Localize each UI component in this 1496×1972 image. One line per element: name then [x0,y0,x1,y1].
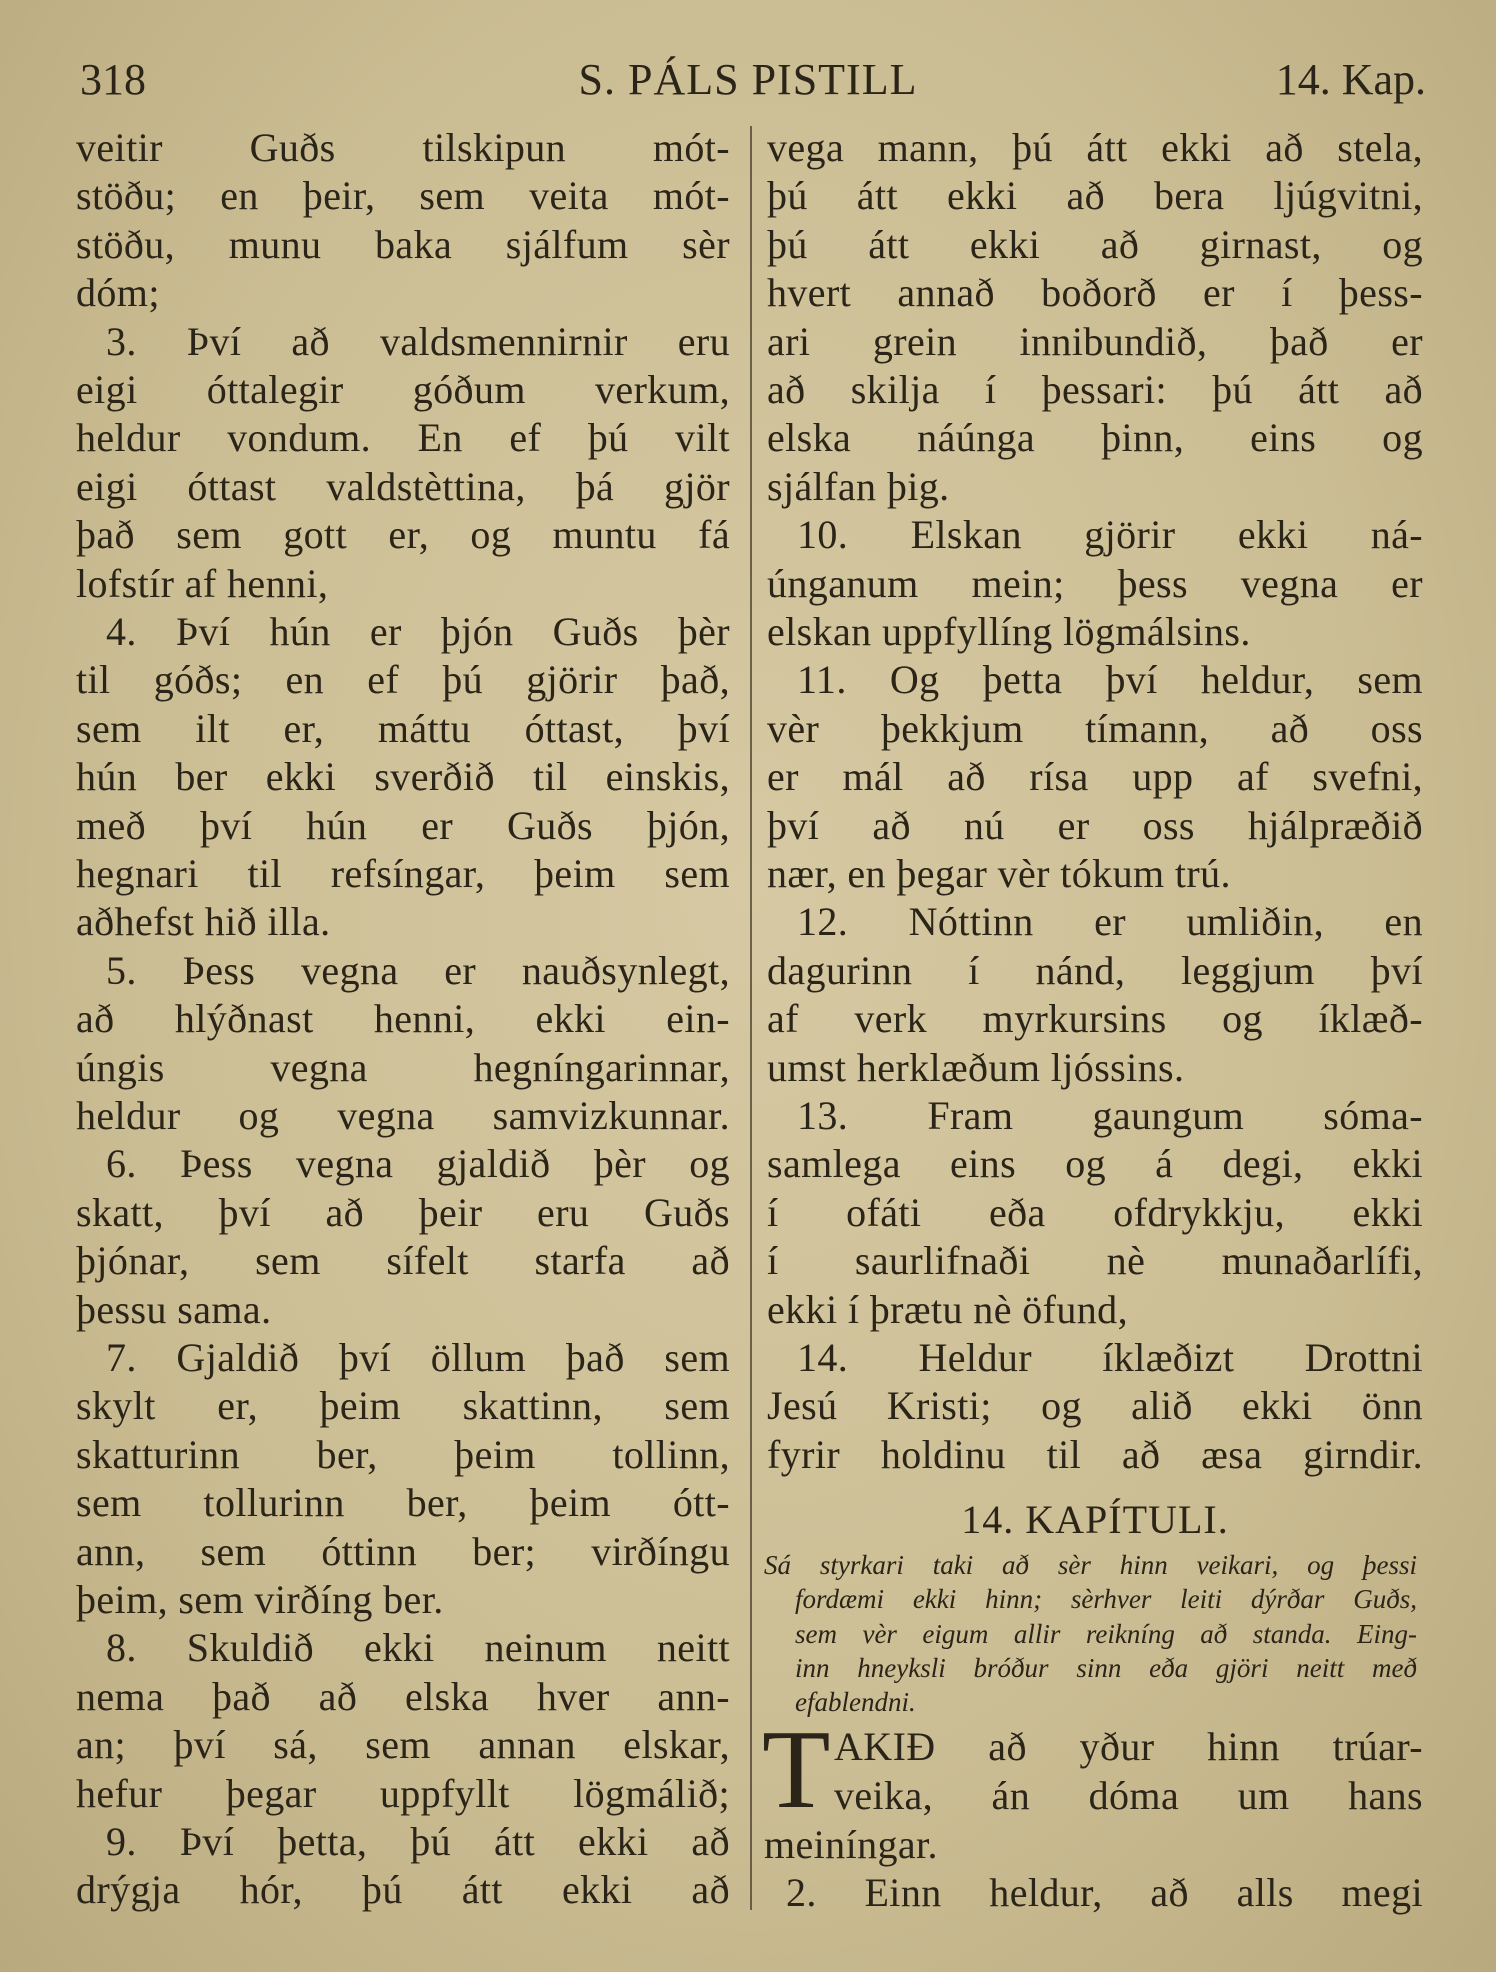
text-line: 11. Og þetta því heldur, sem [797,657,1423,703]
text-line: eigi óttast valdstèttina, þá gjör [76,463,730,509]
text-line: þjónar, sem sífelt starfa að [76,1238,730,1284]
drop-cap: T [762,1708,831,1832]
text-line: því að nú er oss hjálpræðið [767,802,1423,848]
text-line: heldur vondum. En ef þú vilt [76,415,730,461]
text-line: heldur og vegna samvizkunnar. [76,1093,730,1138]
text-line: sem tollurinn ber, þeim ótt- [76,1480,730,1526]
page-number: 318 [80,55,146,104]
text-line: hegnari til refsíngar, þeim sem [76,851,730,896]
text-line: þú átt ekki að bera ljúgvitni, [767,173,1423,219]
text-line: þú átt ekki að girnast, og [767,221,1423,267]
text-line: í ofáti eða ofdrykkju, ekki [767,1189,1423,1235]
text-line: hvert annað boðorð er í þess- [767,270,1423,316]
text-line: 3. Því að valdsmennirnir eru [106,318,730,364]
text-line: aðhefst hið illa. [76,899,331,945]
text-line: 10. Elskan gjörir ekki ná- [797,512,1423,558]
text-line: ann, sem óttinn ber; virðíngu [76,1528,730,1574]
chapter-text-line-4: 2. Einn heldur, að alls megi [786,1870,1423,1915]
chapter-text-line-1 [834,1723,1423,1771]
text-line: únganum mein; þess vegna er [767,560,1423,606]
text-line: 4. Því hún er þjón Guðs þèr [106,609,730,654]
text-line: í saurlifnaði nè munaðarlífi, [767,1238,1423,1284]
summary-line: Sá styrkari taki að sèr hinn veikari, og þessi [764,1550,1417,1580]
text-line: nema það að elska hver ann- [76,1673,730,1719]
text-line: an; því sá, sem annan elskar, [76,1722,730,1768]
summary-line: sem vèr eigum allir reikníng að standa. Eing- [795,1618,1417,1649]
summary-line: inn hneyksli bróður sinn eða gjöri neitt með [795,1652,1417,1683]
chapter-label: 14. Kap. [1275,55,1426,104]
text-line: af verk myrkursins og íklæð- [767,996,1423,1042]
text-line: þessu sama. [76,1286,272,1332]
text-line: er mál að rísa upp af svefni, [767,754,1423,800]
text-line: skatt, því að þeir eru Guðs [76,1189,730,1235]
text-line: 6. Þess vegna gjaldið þèr og [106,1141,730,1187]
text-line: 5. Þess vegna er nauðsynlegt, [106,947,730,993]
text-line: elskan uppfyllíng lögmálsins. [767,609,1251,654]
column-divider [750,126,752,1910]
text-line: skatturinn ber, þeim tollinn, [76,1431,730,1477]
text-line: úngis vegna hegníngarinnar, [76,1044,730,1090]
text-line: umst herklæðum ljóssins. [767,1044,1185,1090]
text-line: hefur þegar uppfyllt lögmálið; [76,1770,730,1816]
text-line: að skilja í þessari: þú átt að [767,367,1423,412]
text-line: 9. Því þetta, þú átt ekki að [106,1819,730,1864]
text-line: það sem gott er, og muntu fá [76,512,730,558]
text-line: lofstír af henni, [76,560,329,606]
first-word: AKIÐ [834,1724,936,1769]
text-line: sjálfan þig. [767,463,950,509]
text-line: hún ber ekki sverðið til einskis, [76,754,730,800]
text-line: að hlýðnast henni, ekki ein- [76,996,730,1042]
chapter-heading: 14. KAPÍTULI. [961,1497,1229,1542]
text-line: skylt er, þeim skattinn, sem [76,1383,730,1429]
text-line: vega mann, þú átt ekki að stela, [767,125,1423,170]
text-line: 12. Nóttinn er umliðin, en [797,899,1423,945]
summary-line: efablendni. [795,1687,916,1718]
chapter-text-line-2: veika, án dóma um hans [834,1773,1423,1818]
text-line: drýgja hór, þú átt ekki að [76,1867,730,1913]
text-line: stöðu; en þeir, sem veita mót- [76,173,730,219]
text-line: dóm; [76,270,160,316]
chapter-text-line-3: meiníngar. [764,1822,938,1867]
text-line: fyrir holdinu til að æsa girndir. [767,1431,1423,1477]
text-line: eigi óttalegir góðum verkum, [76,367,730,412]
text-line: veitir Guðs tilskipun mót- [76,125,730,170]
text-line: 7. Gjaldið því öllum það sem [106,1335,730,1380]
text-line: ekki í þrætu nè öfund, [767,1286,1128,1332]
summary-line: fordæmi ekki hinn; sèrhver leiti dýrðar Guðs, [795,1584,1417,1615]
text-line: 13. Fram gaungum sóma- [797,1093,1423,1138]
text-line: stöðu, munu baka sjálfum sèr [76,221,730,267]
line1-rest: að yður hinn trúar- [988,1724,1423,1769]
text-line: nær, en þegar vèr tókum trú. [767,851,1231,896]
text-line: samlega eins og á degi, ekki [767,1141,1423,1187]
text-line: með því hún er Guðs þjón, [76,802,730,848]
text-line: þeim, sem virðíng ber. [76,1577,444,1622]
text-line: dagurinn í nánd, leggjum því [767,947,1423,993]
text-line: elska náúnga þinn, eins og [767,415,1423,461]
text-line: til góðs; en ef þú gjörir það, [76,657,730,703]
text-line: vèr þekkjum tímann, að oss [767,705,1423,751]
text-line: sem ilt er, máttu óttast, því [76,705,730,751]
running-title: S. PÁLS PISTILL [578,55,918,104]
text-line: 14. Heldur íklæðizt Drottni [797,1335,1423,1380]
text-line: Jesú Kristi; og alið ekki önn [767,1383,1423,1429]
text-line: ari grein innibundið, það er [767,318,1423,364]
text-line: 8. Skuldið ekki neinum neitt [106,1625,730,1671]
